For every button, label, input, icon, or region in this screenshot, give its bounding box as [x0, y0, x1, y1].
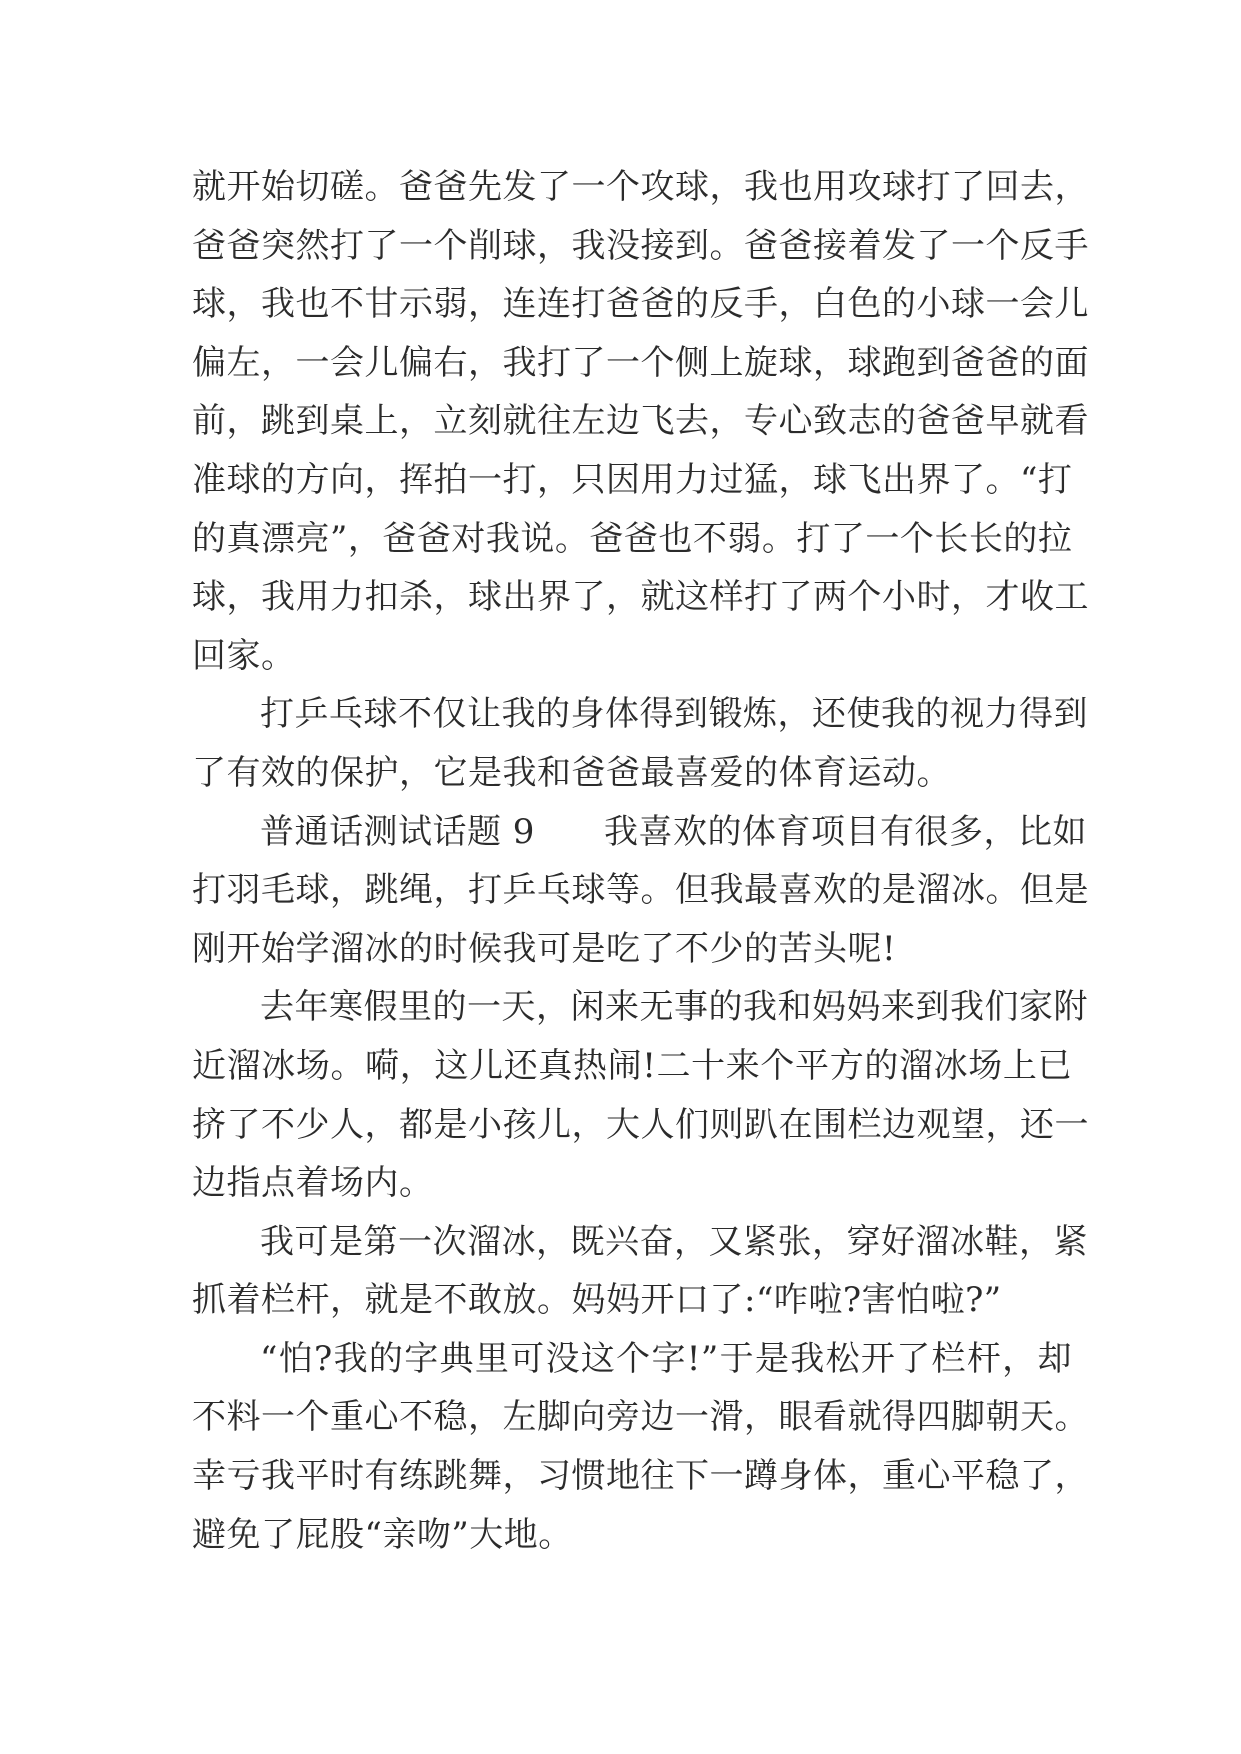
text-line: 不料一个重心不稳，左脚向旁边一滑，眼看就得四脚朝天。 — [192, 1397, 1089, 1438]
text-line: 前，跳到桌上，立刻就往左边飞去，专心致志的爸爸早就看 — [192, 401, 1089, 442]
text-line: 偏左，一会儿偏右，我打了一个侧上旋球，球跑到爸爸的面 — [192, 342, 1089, 383]
text-line: 我可是第一次溜冰，既兴奋，又紧张，穿好溜冰鞋，紧 — [260, 1221, 1088, 1262]
text-line: “怕?我的字典里可没这个字!”于是我松开了栏杆，却 — [260, 1338, 1072, 1379]
text-line: 幸亏我平时有练跳舞，习惯地往下一蹲身体，重心平稳了， — [192, 1456, 1089, 1497]
body-text — [192, 158, 1089, 1564]
text-line: 的真漂亮”，爸爸对我说。爸爸也不弱。打了一个长长的拉 — [192, 518, 1073, 559]
text-line: 准球的方向，挥拍一打，只因用力过猛，球飞出界了。“打 — [192, 459, 1073, 500]
text-line: 挤了不少人，都是小孩儿，大人们则趴在围栏边观望，还一 — [192, 1104, 1089, 1145]
text-line: 回家。 — [192, 635, 296, 676]
text-line: 刚开始学溜冰的时候我可是吃了不少的苦头呢! — [192, 928, 897, 969]
text-line: 避免了屁股“亲吻”大地。 — [192, 1514, 573, 1555]
text-line: 爸爸突然打了一个削球，我没接到。爸爸接着发了一个反手 — [192, 225, 1089, 266]
text-line: 打乒乓球不仅让我的身体得到锻炼，还使我的视力得到 — [260, 694, 1088, 735]
text-line: 就开始切磋。爸爸先发了一个攻球，我也用攻球打了回去， — [192, 167, 1089, 207]
text-line: 了有效的保护，它是我和爸爸最喜爱的体育运动。 — [192, 752, 951, 793]
text-line: 球，我也不甘示弱，连连打爸爸的反手，白色的小球一会儿 — [192, 284, 1089, 325]
text-line: 抓着栏杆，就是不敢放。妈妈开口了:“咋啦?害怕啦?” — [192, 1280, 1002, 1321]
text-line: 球，我用力扣杀，球出界了，就这样打了两个小时，才收工 — [192, 577, 1089, 618]
text-line: 打羽毛球，跳绳，打乒乓球等。但我最喜欢的是溜冰。但是 — [192, 870, 1089, 911]
text-line: 普通话测试话题 9 我喜欢的体育项目有很多，比如 — [260, 811, 1087, 852]
text-line: 近溜冰场。嗬，这儿还真热闹!二十来个平方的溜冰场上已 — [192, 1045, 1072, 1086]
text-line: 去年寒假里的一天，闲来无事的我和妈妈来到我们家附 — [260, 987, 1088, 1028]
text-line: 边指点着场内。 — [192, 1163, 434, 1204]
